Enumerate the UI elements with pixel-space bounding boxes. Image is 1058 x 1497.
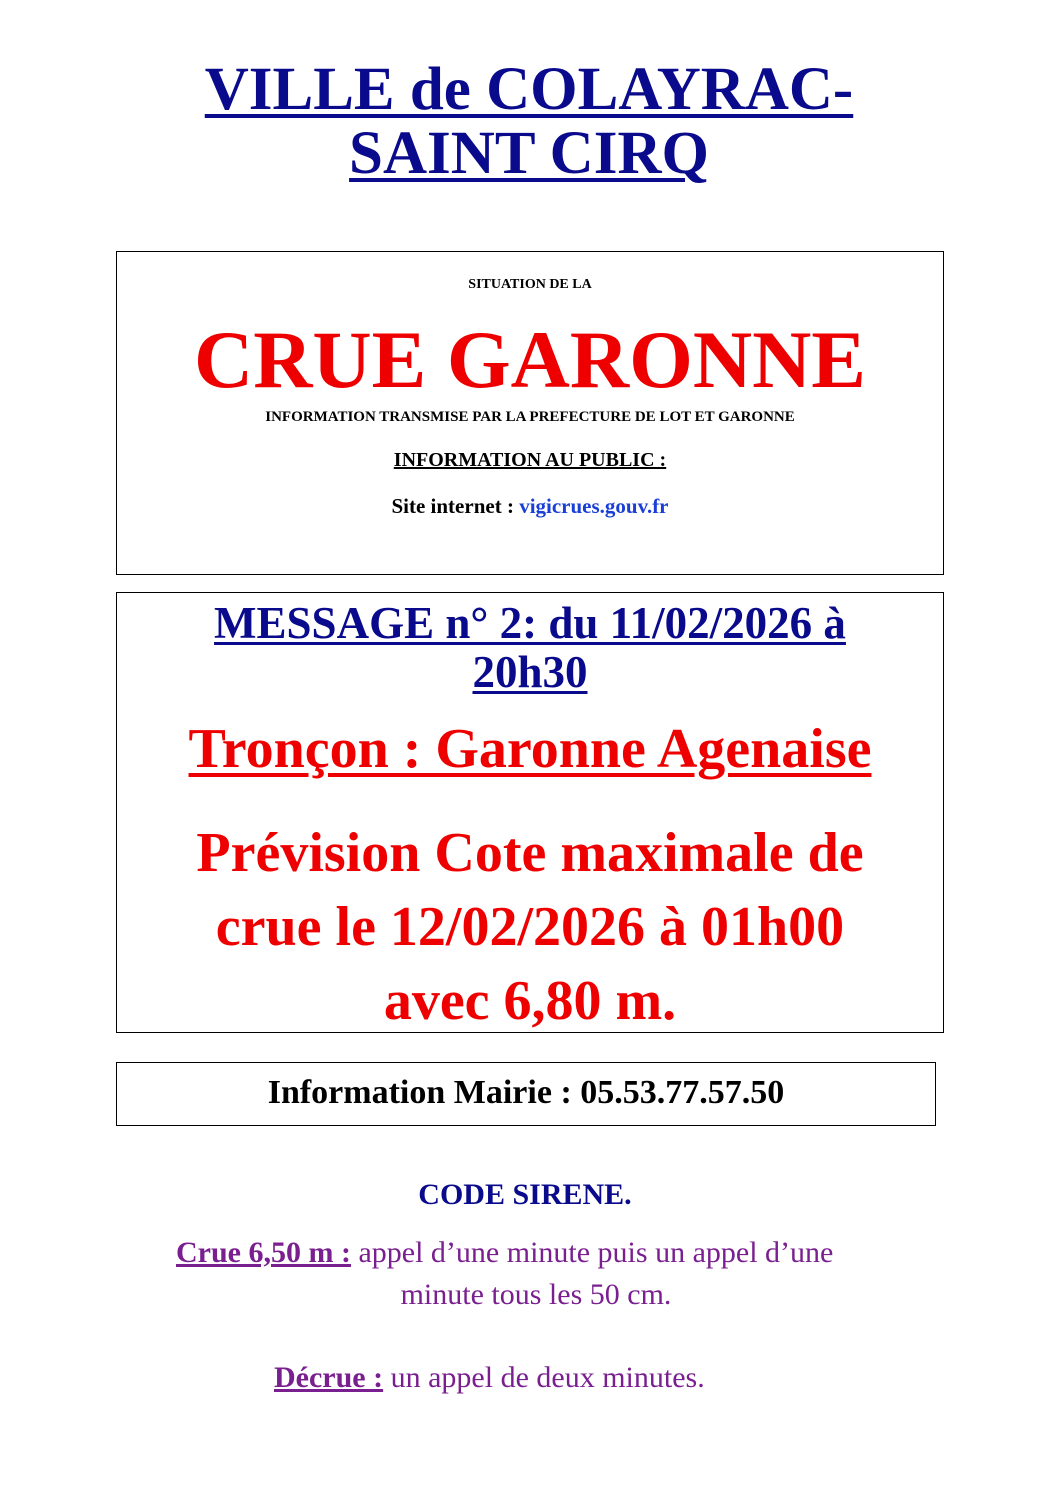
decrue-rule-label: Décrue : [274,1361,384,1394]
sirene-rule-crue [176,1232,976,1316]
prevision-line3: avec 6,80 m. [383,970,677,1032]
message-heading-line1: MESSAGE n° 2: du 11/02/2026 à [214,598,846,648]
sirene-title: CODE SIRENE. [418,1178,632,1211]
message-heading [117,599,943,697]
public-info-text: INFORMATION AU PUBLIC : [393,449,667,471]
situation-label: SITUATION DE LA [468,277,592,292]
crue-headline: CRUE GARONNE [194,314,866,405]
site-link[interactable]: vigicrues.gouv.fr [519,494,669,518]
troncon-line [117,719,943,779]
prevision-line2: crue le 12/02/2026 à 01h00 [215,896,845,958]
public-info-label [117,449,943,472]
message-box [116,592,944,1033]
page-title-line2: SAINT CIRQ [349,120,709,187]
prevision-text [117,816,943,1038]
crue-rule-label: Crue 6,50 m : [176,1236,351,1269]
crue-info-box [116,251,944,575]
mairie-info-text: Information Mairie : 05.53.77.57.50 [267,1074,785,1111]
prevision-line1: Prévision Cote maximale de [196,822,864,884]
message-heading-line2: 20h30 [472,647,588,697]
crue-rule-text-line2: minute tous les 50 cm. [400,1278,672,1311]
page-title-line1: VILLE de COLAYRAC- [204,56,854,123]
troncon-text: Tronçon : Garonne Agenaise [188,718,872,780]
crue-rule-text-line1: appel d’une minute puis un appel d’une [350,1236,834,1269]
sirene-rule-decrue [274,1357,974,1399]
prefecture-line: INFORMATION TRANSMISE PAR LA PREFECTURE DE LOT ET GARONNE [265,409,795,425]
site-line [117,494,943,519]
decrue-rule-text: un appel de deux minutes. [383,1361,705,1394]
site-label: Site internet : [391,494,520,518]
mairie-box [116,1062,936,1126]
page-title [0,58,1058,186]
